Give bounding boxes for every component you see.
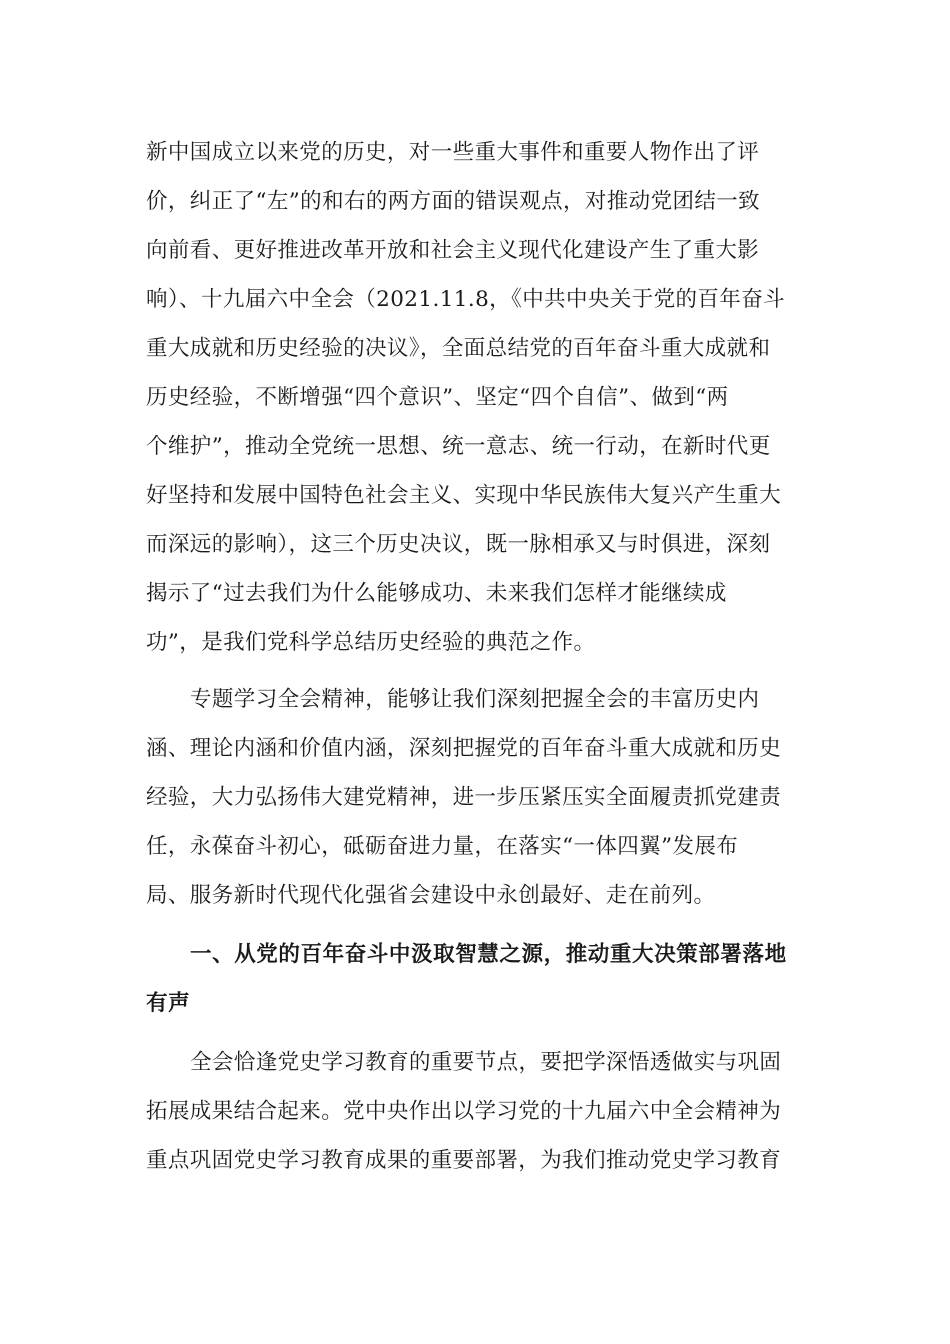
text-line: 价，纠正了“左”的和右的两方面的错误观点，对推动党团结一致 [146, 189, 761, 214]
text-line: 历史经验，不断增强“四个意识”、坚定“四个自信”、做到“两 [146, 385, 729, 410]
text-line: 局、服务新时代现代化强省会建设中永创最好、走在前列。 [146, 883, 716, 908]
text-line: 个维护”，推动全党统一思想、统一意志、统一行动，在新时代更 [146, 434, 771, 459]
paragraph-spacer [146, 667, 806, 675]
text-line: 重点巩固党史学习教育成果的重要部署，为我们推动党史学习教育 [146, 1148, 782, 1173]
text-line: 专题学习全会精神，能够让我们深刻把握全会的丰富历史内 [190, 687, 760, 712]
heading-line: 一、从党的百年奋斗中汲取智慧之源，推动重大决策部署落地 [190, 942, 787, 967]
document-body [146, 128, 806, 1185]
paragraph-spacer [146, 1028, 806, 1038]
paragraph-study-spirit [146, 675, 806, 920]
section-heading [146, 930, 806, 1028]
text-line: 涵、理论内涵和价值内涵，深刻把握党的百年奋斗重大成就和历史 [146, 736, 782, 761]
text-line: 揭示了“过去我们为什么能够成功、未来我们怎样才能继续成 [146, 581, 727, 606]
text-line: 而深远的影响），这三个历史决议，既一脉相承又与时俱进，深刻 [146, 532, 771, 557]
text-line: 拓展成果结合起来。党中央作出以学习党的十九届六中全会精神为 [146, 1099, 782, 1124]
heading-line: 有声 [146, 991, 191, 1016]
text-line: 功”，是我们党科学总结历史经验的典范之作。 [146, 630, 596, 655]
text-line: 向前看、更好推进改革开放和社会主义现代化建设产生了重大影 [146, 238, 760, 263]
paragraph-plenary-node [146, 1038, 806, 1185]
text-line: 好坚持和发展中国特色社会主义、实现中华民族伟大复兴产生重大 [146, 483, 782, 508]
text-line: 重大成就和历史经验的决议》，全面总结党的百年奋斗重大成就和 [146, 336, 771, 361]
paragraph-spacer [146, 920, 806, 930]
text-line: 任，永葆奋斗初心，砥砺奋进力量，在落实“一体四翼”发展布 [146, 834, 739, 859]
text-line: 响）、十九届六中全会（2021.11.8，《中共中央关于党的百年奋斗 [146, 287, 786, 312]
text-line: 新中国成立以来党的历史，对一些重大事件和重要人物作出了评 [146, 140, 760, 165]
text-line: 经验，大力弘扬伟大建党精神，进一步压紧压实全面履责抓党建责 [146, 785, 782, 810]
text-line: 全会恰逢党史学习教育的重要节点，要把学深悟透做实与巩固 [190, 1050, 782, 1075]
paragraph-continuation [146, 128, 806, 667]
